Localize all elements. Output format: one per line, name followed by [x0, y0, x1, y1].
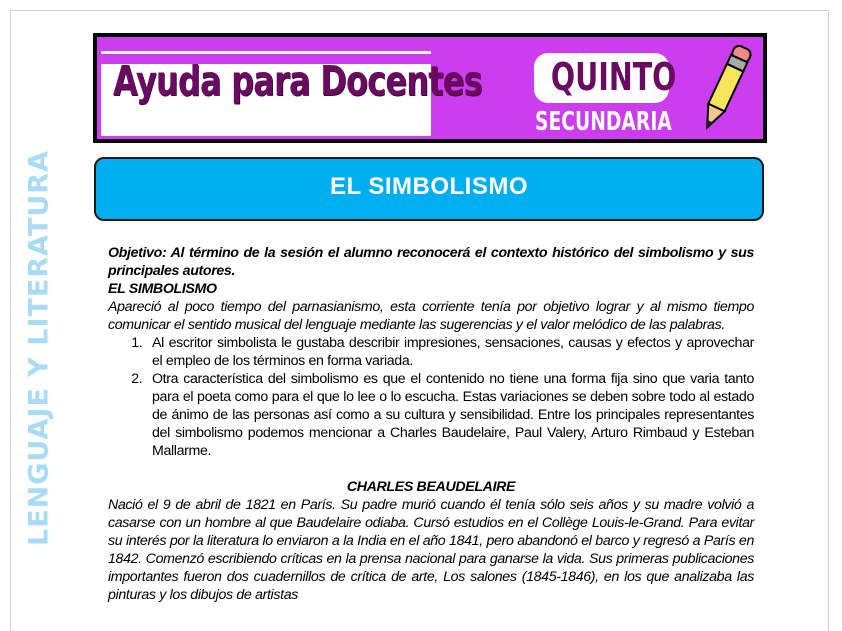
- header-banner: [93, 33, 767, 143]
- characteristics-list: [108, 334, 754, 460]
- intro-paragraph: Apareció al poco tiempo del parnasianismo, esta corriente tenía por objetivo lograr y al mismo tiempo comunicar el sentido musical del lenguaje mediante las sugerencias y el valor melódico de las palabras.: [108, 299, 754, 333]
- lesson-title: EL SIMBOLISMO: [329, 173, 529, 200]
- side-subject-label: [22, 149, 56, 546]
- pencil-icon: [694, 39, 754, 139]
- grade-badge: [534, 53, 677, 103]
- author-heading: CHARLES BEAUDELAIRE: [346, 479, 516, 495]
- document-body: [108, 244, 754, 604]
- section-heading: EL SIMBOLISMO: [108, 281, 217, 297]
- list-item: 1. Al escritor simbolista le gustaba describir impresiones, sensaciones, causas y efectos y aprovechar el empleo de los términos en forma variada.: [146, 334, 754, 370]
- grade-text: QUINTO: [550, 55, 677, 99]
- level-text: SECUNDARIA: [535, 107, 672, 137]
- author-bio: Nació el 9 de abril de 1821 en París. Su padre murió cuando él tenía sólo seis años y su madre volvió a casarse con un hombre al que Baudelaire odiaba. Cursó estudios en el Collège Louis-le-Grand. Para evitar su interés por la literatura lo enviaron a la India en el año 1841, pero abandonó el barco y regresó a París en 1842. Comenzó escribiendo críticas en la prensa nacional para ganarse la vida. Sus primeras publicaciones importantes fueron dos cuadernillos de crítica de arte, Los salones (1845-1846), en los que analizaba las pinturas y los dibujos de artistas: [108, 497, 754, 603]
- brand-logo-text: Ayuda para Docentes: [113, 57, 482, 105]
- list-item: 2. Otra característica del simbolismo es que el contenido no tiene una forma fija sino que varia tanto para el poeta como para el que lo lee o lo escucha. Estas variaciones se deben sobre todo al estado de ánimo de las personas así como a su cultura y sensibilidad. Entre los principales representantes del simbolismo podemos mencionar a Charles Baudelaire, Paul Valery, Arturo Rimbaud y Esteban Mallarme.: [146, 370, 754, 460]
- side-label-text: LENGUAJE Y LITERATURA: [23, 149, 55, 546]
- lesson-title-box: [94, 157, 764, 221]
- objective-text: Objetivo: Al término de la sesión el alumno reconocerá el contexto histórico del simbolismo y sus principales autores.: [108, 245, 754, 279]
